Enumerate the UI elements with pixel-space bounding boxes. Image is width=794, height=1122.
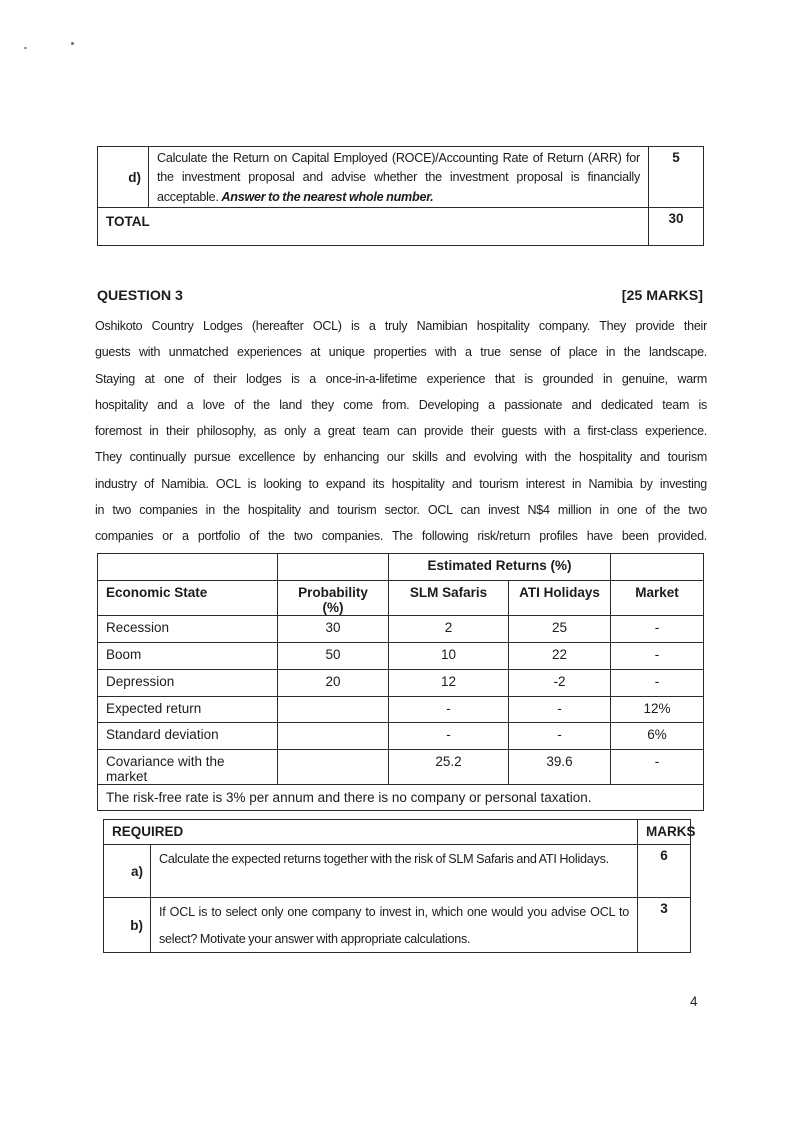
cell-slm: 12	[389, 670, 509, 697]
col-header-probability: Probability (%)	[278, 581, 389, 616]
item-b-text: If OCL is to select only one company to invest in, which one would you advise OCL to select? Motivate your answer with appropriate calculations.	[151, 898, 638, 953]
table-row	[98, 208, 704, 246]
paragraph-line: Oshikoto Country Lodges (hereafter OCL) is a truly Namibian hospitality company. They provide their	[95, 319, 707, 333]
cell-probability	[278, 697, 389, 723]
paragraph-line: companies or a portfolio of the two companies. The following risk/return profiles have been provided.	[95, 529, 707, 544]
scan-artifact-dot	[71, 42, 74, 45]
item-d-text-emphasis: Answer to the nearest whole number.	[221, 189, 434, 204]
row-label: Boom	[98, 643, 278, 670]
table-row	[98, 697, 704, 723]
blank-cell	[611, 554, 704, 581]
total-label: TOTAL	[98, 208, 649, 246]
cell-slm: 25.2	[389, 750, 509, 785]
table-row	[98, 616, 704, 643]
col-header-slm-safaris: SLM Safaris	[389, 581, 509, 616]
row-label: Depression	[98, 670, 278, 697]
cell-ati: -2	[509, 670, 611, 697]
cell-ati: 25	[509, 616, 611, 643]
item-d-marks: 5	[649, 147, 704, 208]
estimated-returns-group-header: Estimated Returns (%)	[389, 554, 611, 581]
table-row	[104, 845, 691, 898]
col-header-market: Market	[611, 581, 704, 616]
cell-market: 6%	[611, 723, 704, 750]
paragraph-line: hospitality and a love of the land they come from. Developing a passionate and dedicated team is	[95, 397, 707, 412]
item-a-text: Calculate the expected returns together with the risk of SLM Safaris and ATI Holidays.	[151, 845, 638, 898]
cell-slm: -	[389, 723, 509, 750]
cell-probability	[278, 723, 389, 750]
table-row	[98, 723, 704, 750]
cell-market: -	[611, 616, 704, 643]
question2-marks-table	[97, 146, 704, 246]
required-table	[103, 819, 696, 953]
question3-title: QUESTION 3	[97, 288, 183, 304]
table-header-row	[104, 820, 691, 845]
item-d-text-normal: Calculate the Return on Capital Employed (ROCE)/Accounting Rate of Return (ARR) for the investment proposal and advise whether the investment proposal is financially acceptable.	[157, 151, 640, 204]
col-header-economic-state: Economic State	[98, 581, 278, 616]
paragraph-line: foremost in their philosophy, as only a great team can provide their guests with a first-class experience.	[95, 424, 707, 439]
row-label: Standard deviation	[98, 723, 278, 750]
cell-probability: 50	[278, 643, 389, 670]
row-label: Recession	[98, 616, 278, 643]
cell-probability	[278, 750, 389, 785]
cell-probability: 20	[278, 670, 389, 697]
table-row	[104, 898, 691, 953]
row-label: Covariance with the market	[98, 750, 278, 785]
table-row	[98, 554, 704, 581]
table-row	[98, 643, 704, 670]
item-b-marks: 3	[638, 898, 691, 953]
cell-ati: 39.6	[509, 750, 611, 785]
item-d-label: d)	[98, 147, 149, 208]
cell-probability: 30	[278, 616, 389, 643]
paragraph-line: in two companies in the hospitality and tourism sector. OCL can invest N$4 million in one of the two	[95, 503, 707, 518]
blank-cell	[98, 554, 278, 581]
table-row	[98, 147, 704, 208]
cell-slm: -	[389, 697, 509, 723]
cell-market: -	[611, 750, 704, 785]
cell-market: -	[611, 643, 704, 670]
paragraph-line: guests with unmatched experiences at unique properties with a true sense of place in the landscape.	[95, 345, 707, 360]
cell-market: 12%	[611, 697, 704, 723]
question3-intro-paragraph	[95, 313, 707, 550]
table-row	[98, 750, 704, 785]
question3-heading-row	[97, 288, 703, 304]
paragraph-line: They continually pursue excellence by enhancing our skills and evolving with the hospitality and tourism	[95, 450, 707, 465]
marks-header: MARKS	[638, 820, 691, 845]
total-marks: 30	[649, 208, 704, 246]
cell-slm: 10	[389, 643, 509, 670]
cell-market: -	[611, 670, 704, 697]
table-header-row	[98, 581, 704, 616]
page-number: 4	[690, 994, 698, 1009]
table-row	[98, 670, 704, 697]
paragraph-line: Staying at one of their lodges is a once-in-a-lifetime experience that is grounded in genuine, warm	[95, 371, 707, 386]
cell-ati: -	[509, 723, 611, 750]
item-d-text	[149, 147, 649, 208]
item-a-label: a)	[104, 845, 151, 898]
col-header-ati-holidays: ATI Holidays	[509, 581, 611, 616]
cell-ati: -	[509, 697, 611, 723]
scan-artifact-dot	[24, 47, 27, 49]
risk-return-table	[97, 553, 704, 811]
paragraph-line: industry of Namibia. OCL is looking to expand its hospitality and tourism interest in Namibia by investing	[95, 476, 707, 491]
cell-slm: 2	[389, 616, 509, 643]
item-a-marks: 6	[638, 845, 691, 898]
question3-marks-label: [25 MARKS]	[621, 288, 703, 304]
table-footnote-row	[98, 785, 704, 811]
row-label: Expected return	[98, 697, 278, 723]
risk-free-note: The risk-free rate is 3% per annum and there is no company or personal taxation.	[98, 785, 704, 811]
item-b-label: b)	[104, 898, 151, 953]
cell-ati: 22	[509, 643, 611, 670]
required-header: REQUIRED	[104, 820, 638, 845]
blank-cell	[278, 554, 389, 581]
